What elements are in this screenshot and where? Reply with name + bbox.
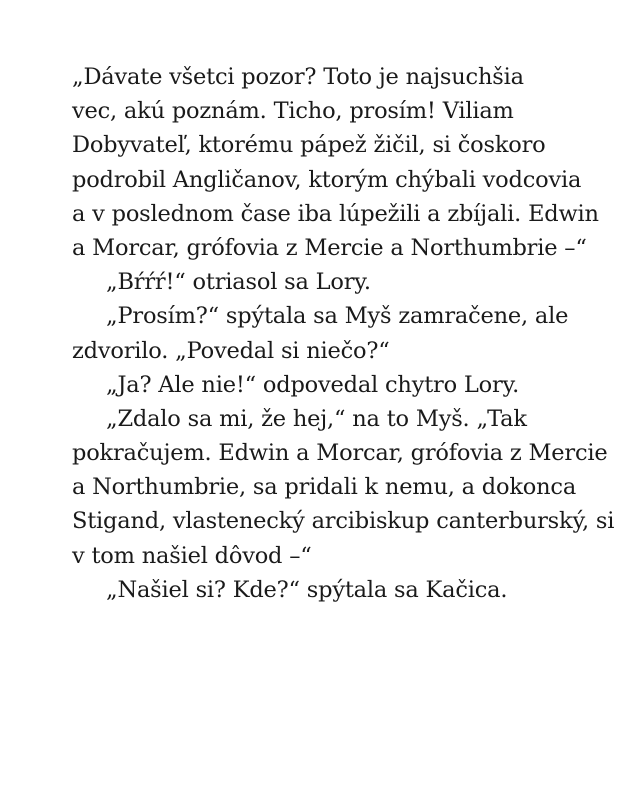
text-line-10: „Ja? Ale nie!“ odpovedal chytro Lory. — [106, 371, 520, 398]
text-line-8: „Prosím?“ spýtala sa Myš zamračene, ale — [106, 303, 569, 330]
text-line-9: zdvorilo. „Povedal si niečo?“ — [72, 337, 390, 364]
text-line-12: pokračujem. Edwin a Morcar, grófovia z Mercie — [72, 440, 608, 467]
text-line-15: v tom našiel dôvod –“ — [72, 542, 312, 569]
body-text — [72, 60, 615, 607]
text-line-11: „Zdalo sa mi, že hej,“ na to Myš. „Tak — [106, 405, 527, 432]
text-line-14: Stigand, vlastenecký arcibiskup canterburský, si — [72, 508, 615, 535]
text-line-7: „Bŕŕŕ!“ otriasol sa Lory. — [106, 269, 371, 296]
text-line-13: a Northumbrie, sa pridali k nemu, a dokonca — [72, 474, 577, 501]
text-line-3: Dobyvateľ, ktorému pápež žičil, si čoskoro — [72, 132, 546, 159]
text-line-2: vec, akú poznám. Ticho, prosím! Viliam — [72, 98, 514, 125]
text-line-6: a Morcar, grófovia z Mercie a Northumbrie –“ — [72, 234, 587, 261]
text-line-5: a v poslednom čase iba lúpežili a zbíjali. Edwin — [72, 200, 599, 227]
text-line-16: „Našiel si? Kde?“ spýtala sa Kačica. — [106, 576, 508, 603]
text-line-1: „Dávate všetci pozor? Toto je najsuchšia — [72, 64, 524, 90]
text-line-4: podrobil Angličanov, ktorým chýbali vodcovia — [72, 166, 582, 193]
